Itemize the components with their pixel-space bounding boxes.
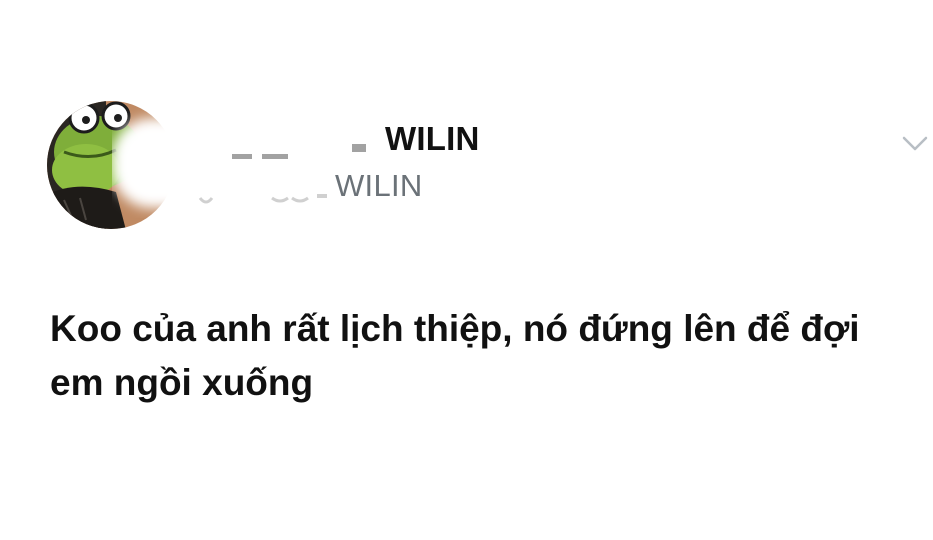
tweet-menu-button[interactable]	[900, 132, 930, 156]
display-name[interactable]: WILIN	[385, 120, 480, 157]
tweet-text: Koo của anh rất lịch thiệp, nó đứng lên để đợi em ngồi xuống	[50, 308, 860, 403]
name-redaction-blur	[112, 108, 372, 218]
handle[interactable]: WILIN	[335, 168, 423, 203]
chevron-down-icon	[900, 132, 930, 156]
